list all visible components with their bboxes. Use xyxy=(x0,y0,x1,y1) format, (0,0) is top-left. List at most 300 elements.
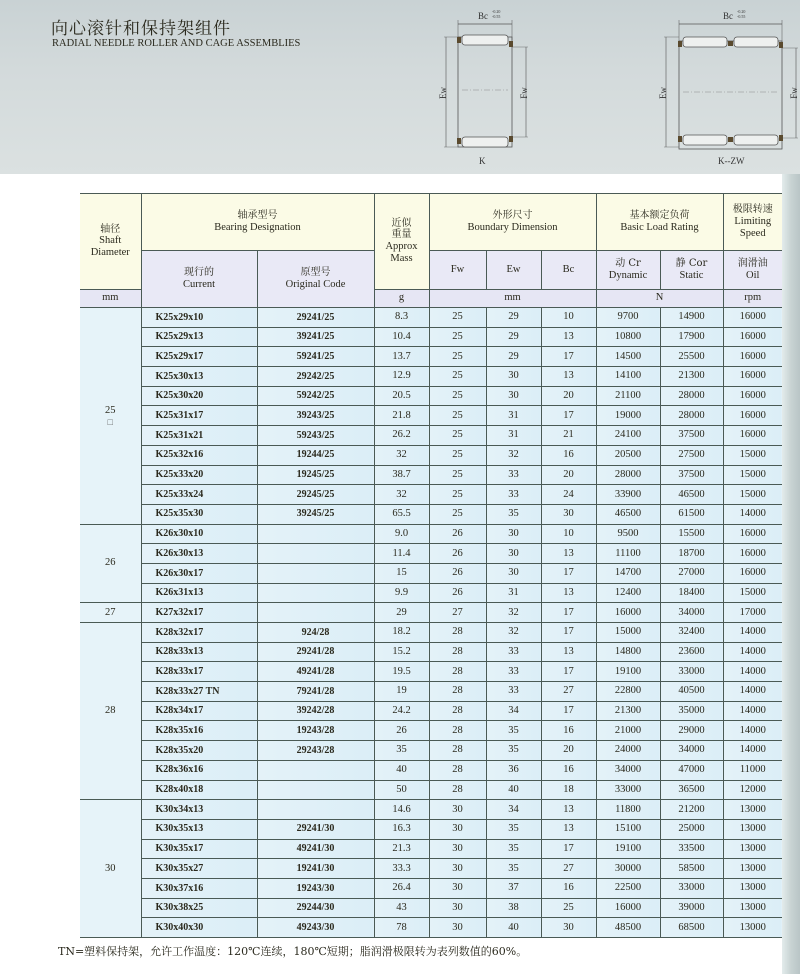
shaft-marker: □ xyxy=(107,416,113,427)
table-row xyxy=(80,898,782,918)
diagram-k xyxy=(438,9,540,166)
current-cell: K28x33x17 xyxy=(141,662,257,682)
original-cell: 39245/25 xyxy=(257,504,374,524)
table-row xyxy=(80,623,782,643)
bc-cell: 17 xyxy=(541,662,596,682)
mass-cell: 16.3 xyxy=(374,819,429,839)
fw-cell: 28 xyxy=(429,780,486,800)
cor-cell: 37500 xyxy=(660,465,723,485)
cor-cell: 29000 xyxy=(660,721,723,741)
ew-cell: 30 xyxy=(486,367,541,387)
bc-cell: 10 xyxy=(541,524,596,544)
ew-cell: 30 xyxy=(486,563,541,583)
original-cell: 59241/25 xyxy=(257,347,374,367)
fw-cell: 28 xyxy=(429,721,486,741)
bc-cell: 10 xyxy=(541,308,596,328)
bc-cell: 13 xyxy=(541,819,596,839)
table-row xyxy=(80,426,782,446)
oil-cell: 14000 xyxy=(723,721,782,741)
cor-cell: 34000 xyxy=(660,603,723,623)
original-cell: 29241/30 xyxy=(257,819,374,839)
table-row xyxy=(80,367,782,387)
original-cell: 19245/25 xyxy=(257,465,374,485)
table-row xyxy=(80,347,782,367)
table-row xyxy=(80,465,782,485)
table-row xyxy=(80,406,782,426)
oil-cell: 11000 xyxy=(723,760,782,780)
fw-cell: 30 xyxy=(429,819,486,839)
table-row xyxy=(80,741,782,761)
ew-cell: 29 xyxy=(486,327,541,347)
mass-cell: 35 xyxy=(374,741,429,761)
current-cell: K25x30x20 xyxy=(141,386,257,406)
oil-cell: 16000 xyxy=(723,386,782,406)
cor-cell: 37500 xyxy=(660,426,723,446)
mass-cell: 9.0 xyxy=(374,524,429,544)
bc-cell: 13 xyxy=(541,583,596,603)
current-cell: K28x40x18 xyxy=(141,780,257,800)
original-cell: 49241/30 xyxy=(257,839,374,859)
table-row xyxy=(80,918,782,938)
mass-cell: 24.2 xyxy=(374,701,429,721)
fw-cell: 30 xyxy=(429,878,486,898)
ew-cell: 31 xyxy=(486,406,541,426)
current-cell: K26x30x13 xyxy=(141,544,257,564)
oil-cell: 15000 xyxy=(723,583,782,603)
original-cell: 29245/25 xyxy=(257,485,374,505)
cr-cell: 21000 xyxy=(596,721,660,741)
cr-cell: 22500 xyxy=(596,878,660,898)
ew-cell: 35 xyxy=(486,819,541,839)
ew-cell: 31 xyxy=(486,583,541,603)
bc-label: Bc xyxy=(723,11,733,21)
bc-cell: 17 xyxy=(541,406,596,426)
bc-cell: 17 xyxy=(541,347,596,367)
cr-cell: 9500 xyxy=(596,524,660,544)
original-cell xyxy=(257,760,374,780)
oil-cell: 14000 xyxy=(723,642,782,662)
oil-cell: 12000 xyxy=(723,780,782,800)
ew-cell: 38 xyxy=(486,898,541,918)
cr-cell: 22800 xyxy=(596,682,660,702)
ew-cell: 40 xyxy=(486,780,541,800)
original-cell: 29244/30 xyxy=(257,898,374,918)
mass-cell: 65.5 xyxy=(374,504,429,524)
bc-cell: 17 xyxy=(541,623,596,643)
oil-cell: 13000 xyxy=(723,898,782,918)
oil-cell: 14000 xyxy=(723,741,782,761)
cor-cell: 32400 xyxy=(660,623,723,643)
fw-label: Fw xyxy=(518,87,529,99)
ew-cell: 30 xyxy=(486,386,541,406)
cor-cell: 61500 xyxy=(660,504,723,524)
header-oil: 润滑油 Oil xyxy=(723,251,782,290)
page-title-en: RADIAL NEEDLE ROLLER AND CAGE ASSEMBLIES xyxy=(52,38,301,49)
cor-cell: 14900 xyxy=(660,308,723,328)
fw-cell: 28 xyxy=(429,682,486,702)
table-row xyxy=(80,308,782,328)
footnote: TN=塑料保持架，允许工作温度：120℃连续，180℃短期；脂润滑极限转为表列数值的60%。 xyxy=(58,945,528,958)
current-cell: K25x29x13 xyxy=(141,327,257,347)
table-row xyxy=(80,800,782,820)
bc-cell: 13 xyxy=(541,800,596,820)
bc-cell: 16 xyxy=(541,878,596,898)
cor-cell: 33000 xyxy=(660,662,723,682)
current-cell: K26x30x17 xyxy=(141,563,257,583)
oil-cell: 14000 xyxy=(723,682,782,702)
current-cell: K25x35x30 xyxy=(141,504,257,524)
cor-cell: 40500 xyxy=(660,682,723,702)
oil-cell: 16000 xyxy=(723,367,782,387)
current-cell: K25x32x16 xyxy=(141,445,257,465)
mass-cell: 26.2 xyxy=(374,426,429,446)
mass-cell: 29 xyxy=(374,603,429,623)
ew-cell: 35 xyxy=(486,839,541,859)
ew-cell: 35 xyxy=(486,721,541,741)
shaft-diameter-cell xyxy=(80,308,141,525)
cr-cell: 33900 xyxy=(596,485,660,505)
mass-cell: 14.6 xyxy=(374,800,429,820)
current-cell: K30x35x13 xyxy=(141,819,257,839)
oil-cell: 13000 xyxy=(723,878,782,898)
fw-cell: 28 xyxy=(429,642,486,662)
current-cell: K25x33x20 xyxy=(141,465,257,485)
header-shaft-diameter: 轴径 Shaft Diameter xyxy=(80,194,141,290)
cr-cell: 10800 xyxy=(596,327,660,347)
cr-cell: 16000 xyxy=(596,603,660,623)
bc-cell: 13 xyxy=(541,327,596,347)
cor-cell: 15500 xyxy=(660,524,723,544)
page-title-cn: 向心滚针和保持架组件 xyxy=(51,19,231,39)
header-dynamic-cr: 动 Cr Dynamic xyxy=(596,251,660,290)
fw-cell: 27 xyxy=(429,603,486,623)
mass-cell: 20.5 xyxy=(374,386,429,406)
ew-cell: 33 xyxy=(486,642,541,662)
mass-cell: 15 xyxy=(374,563,429,583)
bc-cell: 17 xyxy=(541,603,596,623)
cr-cell: 19000 xyxy=(596,406,660,426)
cor-cell: 36500 xyxy=(660,780,723,800)
ew-cell: 33 xyxy=(486,465,541,485)
oil-cell: 16000 xyxy=(723,406,782,426)
oil-cell: 16000 xyxy=(723,327,782,347)
current-cell: K30x38x25 xyxy=(141,898,257,918)
cr-cell: 24000 xyxy=(596,741,660,761)
original-cell: 59242/25 xyxy=(257,386,374,406)
bc-cell: 16 xyxy=(541,760,596,780)
bc-cell: 18 xyxy=(541,780,596,800)
ew-cell: 30 xyxy=(486,524,541,544)
oil-cell: 15000 xyxy=(723,465,782,485)
table-row xyxy=(80,445,782,465)
mass-cell: 33.3 xyxy=(374,859,429,879)
original-cell xyxy=(257,524,374,544)
cr-cell: 48500 xyxy=(596,918,660,938)
fw-cell: 25 xyxy=(429,485,486,505)
table-row xyxy=(80,859,782,879)
fw-cell: 30 xyxy=(429,859,486,879)
fw-cell: 28 xyxy=(429,701,486,721)
mass-cell: 50 xyxy=(374,780,429,800)
current-cell: K28x32x17 xyxy=(141,623,257,643)
original-cell: 59243/25 xyxy=(257,426,374,446)
oil-cell: 13000 xyxy=(723,918,782,938)
cor-cell: 28000 xyxy=(660,386,723,406)
cor-cell: 27500 xyxy=(660,445,723,465)
bc-cell: 30 xyxy=(541,504,596,524)
shaft-diameter-cell xyxy=(80,800,141,938)
original-cell: 19244/25 xyxy=(257,445,374,465)
unit-dimension: mm xyxy=(429,290,596,308)
cor-cell: 21200 xyxy=(660,800,723,820)
bc-cell: 17 xyxy=(541,563,596,583)
original-cell: 29242/25 xyxy=(257,367,374,387)
cor-cell: 27000 xyxy=(660,563,723,583)
ew-cell: 30 xyxy=(486,544,541,564)
bc-cell: 16 xyxy=(541,721,596,741)
cr-cell: 11100 xyxy=(596,544,660,564)
cor-cell: 25000 xyxy=(660,819,723,839)
bc-cell: 27 xyxy=(541,682,596,702)
original-cell: 924/28 xyxy=(257,623,374,643)
fw-cell: 26 xyxy=(429,563,486,583)
original-cell: 29241/28 xyxy=(257,642,374,662)
bc-label: Bc xyxy=(478,11,488,21)
current-cell: K28x34x17 xyxy=(141,701,257,721)
oil-cell: 16000 xyxy=(723,563,782,583)
ew-label: Ew xyxy=(438,87,448,99)
original-cell xyxy=(257,544,374,564)
oil-cell: 13000 xyxy=(723,859,782,879)
ew-cell: 34 xyxy=(486,701,541,721)
original-cell xyxy=(257,800,374,820)
current-cell: K28x33x13 xyxy=(141,642,257,662)
ew-cell: 35 xyxy=(486,504,541,524)
cor-cell: 68500 xyxy=(660,918,723,938)
cr-cell: 12400 xyxy=(596,583,660,603)
mass-cell: 13.7 xyxy=(374,347,429,367)
table-row xyxy=(80,603,782,623)
fw-cell: 30 xyxy=(429,898,486,918)
current-cell: K25x31x21 xyxy=(141,426,257,446)
mass-cell: 26 xyxy=(374,721,429,741)
cr-cell: 14500 xyxy=(596,347,660,367)
ew-cell: 31 xyxy=(486,426,541,446)
table-row xyxy=(80,386,782,406)
current-cell: K26x31x13 xyxy=(141,583,257,603)
cor-cell: 35000 xyxy=(660,701,723,721)
bc-cell: 30 xyxy=(541,918,596,938)
shaft-diameter-cell xyxy=(80,603,141,623)
header-original-code: 原型号 Original Code xyxy=(257,251,374,308)
oil-cell: 14000 xyxy=(723,504,782,524)
ew-cell: 40 xyxy=(486,918,541,938)
fw-cell: 30 xyxy=(429,800,486,820)
cor-cell: 33500 xyxy=(660,839,723,859)
cr-cell: 14800 xyxy=(596,642,660,662)
oil-cell: 16000 xyxy=(723,426,782,446)
table-row xyxy=(80,760,782,780)
cor-cell: 17900 xyxy=(660,327,723,347)
original-cell: 49243/30 xyxy=(257,918,374,938)
cr-cell: 46500 xyxy=(596,504,660,524)
cor-cell: 34000 xyxy=(660,741,723,761)
current-cell: K30x40x30 xyxy=(141,918,257,938)
cr-cell: 20500 xyxy=(596,445,660,465)
cr-cell: 34000 xyxy=(596,760,660,780)
oil-cell: 17000 xyxy=(723,603,782,623)
fw-cell: 28 xyxy=(429,662,486,682)
table-row xyxy=(80,721,782,741)
mass-cell: 21.3 xyxy=(374,839,429,859)
fw-cell: 25 xyxy=(429,386,486,406)
unit-mass: g xyxy=(374,290,429,308)
ew-cell: 33 xyxy=(486,485,541,505)
shaft-diameter-cell xyxy=(80,623,141,800)
ew-cell: 32 xyxy=(486,623,541,643)
cor-cell: 25500 xyxy=(660,347,723,367)
mass-cell: 78 xyxy=(374,918,429,938)
cor-cell: 18700 xyxy=(660,544,723,564)
ew-cell: 33 xyxy=(486,662,541,682)
table-row xyxy=(80,662,782,682)
header-limiting-speed: 极限转速 Limiting Speed xyxy=(723,194,782,251)
cr-cell: 33000 xyxy=(596,780,660,800)
oil-cell: 16000 xyxy=(723,544,782,564)
table-row xyxy=(80,839,782,859)
mass-cell: 38.7 xyxy=(374,465,429,485)
header-current: 现行的 Current xyxy=(141,251,257,308)
fw-cell: 28 xyxy=(429,760,486,780)
current-cell: K25x29x17 xyxy=(141,347,257,367)
bc-tol-upper: -0.20 xyxy=(737,9,746,14)
original-cell xyxy=(257,603,374,623)
cr-cell: 19100 xyxy=(596,839,660,859)
current-cell: K26x30x10 xyxy=(141,524,257,544)
bc-cell: 20 xyxy=(541,741,596,761)
fw-cell: 26 xyxy=(429,583,486,603)
mass-cell: 12.9 xyxy=(374,367,429,387)
fw-label: Fw xyxy=(788,87,799,99)
diagram-k-zw-caption: K--ZW xyxy=(718,156,745,166)
oil-cell: 14000 xyxy=(723,701,782,721)
header-ew: Ew xyxy=(486,251,541,290)
cr-cell: 21300 xyxy=(596,701,660,721)
table-row xyxy=(80,878,782,898)
fw-cell: 26 xyxy=(429,524,486,544)
bc-tol-upper: -0.20 xyxy=(492,9,501,14)
k-cage-drawing xyxy=(440,10,540,160)
table-row xyxy=(80,583,782,603)
oil-cell: 13000 xyxy=(723,819,782,839)
cr-cell: 14100 xyxy=(596,367,660,387)
shaft-diameter-value: 25 xyxy=(105,404,116,416)
bc-cell: 27 xyxy=(541,859,596,879)
current-cell: K25x29x10 xyxy=(141,308,257,328)
fw-cell: 30 xyxy=(429,839,486,859)
cor-cell: 23600 xyxy=(660,642,723,662)
ew-label: Ew xyxy=(658,87,668,99)
fw-cell: 25 xyxy=(429,367,486,387)
original-cell: 39241/25 xyxy=(257,327,374,347)
spec-table-body xyxy=(80,308,782,938)
cr-cell: 21100 xyxy=(596,386,660,406)
ew-cell: 32 xyxy=(486,603,541,623)
bc-cell: 16 xyxy=(541,445,596,465)
original-cell: 39242/28 xyxy=(257,701,374,721)
header-fw: Fw xyxy=(429,251,486,290)
original-cell: 29241/25 xyxy=(257,308,374,328)
header-basic-load-rating: 基本额定负荷 Basic Load Rating xyxy=(596,194,723,251)
unit-load: N xyxy=(596,290,723,308)
bc-tol-lower: -0.55 xyxy=(492,14,501,19)
k-zw-cage-drawing xyxy=(660,10,800,170)
cr-cell: 11800 xyxy=(596,800,660,820)
oil-cell: 13000 xyxy=(723,839,782,859)
oil-cell: 15000 xyxy=(723,445,782,465)
bc-tol-lower: -0.55 xyxy=(737,14,746,19)
mass-cell: 26.4 xyxy=(374,878,429,898)
oil-cell: 16000 xyxy=(723,347,782,367)
oil-cell: 15000 xyxy=(723,485,782,505)
ew-cell: 33 xyxy=(486,682,541,702)
mass-cell: 18.2 xyxy=(374,623,429,643)
mass-cell: 43 xyxy=(374,898,429,918)
current-cell: K28x35x20 xyxy=(141,741,257,761)
ew-cell: 35 xyxy=(486,859,541,879)
original-cell: 39243/25 xyxy=(257,406,374,426)
header-boundary-dimension: 外形尺寸 Boundary Dimension xyxy=(429,194,596,251)
original-cell xyxy=(257,563,374,583)
current-cell: K28x33x27 TN xyxy=(141,682,257,702)
cor-cell: 46500 xyxy=(660,485,723,505)
table-row xyxy=(80,504,782,524)
original-cell xyxy=(257,780,374,800)
original-cell: 19243/30 xyxy=(257,878,374,898)
current-cell: K30x35x17 xyxy=(141,839,257,859)
bc-cell: 24 xyxy=(541,485,596,505)
original-cell: 49241/28 xyxy=(257,662,374,682)
cor-cell: 21300 xyxy=(660,367,723,387)
shaft-diameter-cell xyxy=(80,524,141,603)
fw-cell: 25 xyxy=(429,445,486,465)
fw-cell: 28 xyxy=(429,741,486,761)
current-cell: K25x31x17 xyxy=(141,406,257,426)
cor-cell: 33000 xyxy=(660,878,723,898)
fw-cell: 25 xyxy=(429,426,486,446)
cor-cell: 28000 xyxy=(660,406,723,426)
cr-cell: 19100 xyxy=(596,662,660,682)
oil-cell: 16000 xyxy=(723,524,782,544)
ew-cell: 29 xyxy=(486,347,541,367)
ew-cell: 36 xyxy=(486,760,541,780)
table-row xyxy=(80,544,782,564)
bc-cell: 21 xyxy=(541,426,596,446)
header-bearing-designation: 轴承型号 Bearing Designation xyxy=(141,194,374,251)
cor-cell: 47000 xyxy=(660,760,723,780)
bc-cell: 13 xyxy=(541,642,596,662)
table-row xyxy=(80,524,782,544)
bc-cell: 13 xyxy=(541,367,596,387)
fw-cell: 25 xyxy=(429,308,486,328)
unit-speed: rpm xyxy=(723,290,782,308)
mass-cell: 9.9 xyxy=(374,583,429,603)
shaft-diameter-value: 27 xyxy=(105,606,116,618)
cr-cell: 16000 xyxy=(596,898,660,918)
bc-cell: 25 xyxy=(541,898,596,918)
current-cell: K30x34x13 xyxy=(141,800,257,820)
cr-cell: 15000 xyxy=(596,623,660,643)
